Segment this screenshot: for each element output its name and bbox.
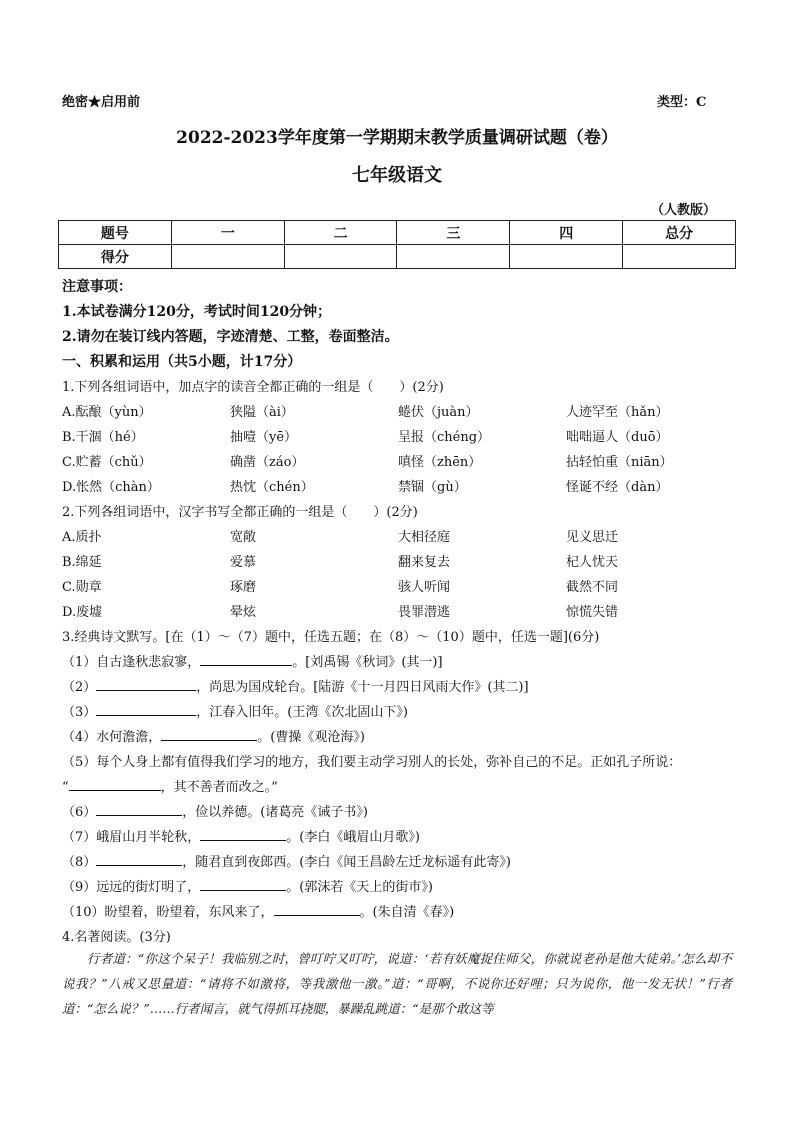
option-b-word-3: 翻来复去 bbox=[398, 555, 451, 570]
recitation-source: 。(朱自清《春》) bbox=[359, 905, 455, 920]
option-b-word-1: B.干涸（hé） bbox=[62, 430, 144, 445]
score-table-cell: 四 bbox=[510, 221, 623, 245]
recitation-source: ，其不善者而改之。” bbox=[160, 780, 278, 795]
recitation-prompt: （5）每个人身上都有值得我们学习的地方，我们要主动学习别人的长处，弥补自己的不足。正如孔子所说： bbox=[62, 755, 682, 770]
option-c-word-4: 截然不同 bbox=[566, 580, 619, 595]
recitation-item bbox=[62, 851, 511, 870]
recitation-source: 。(郭沫若《天上的街市》) bbox=[286, 880, 433, 895]
score-table-cell: 二 bbox=[284, 221, 397, 245]
section-heading: 一、积累和运用（共5小题，计17分） bbox=[62, 354, 302, 370]
option-b-word-4: 咄咄逼人（duō） bbox=[566, 430, 669, 445]
recitation-prompt: （9）远远的街灯明了， bbox=[62, 880, 201, 895]
score-table-cell: 总分 bbox=[623, 221, 736, 245]
question-stem: 2.下列各组词语中，汉字书写全都正确的一组是（ ）(2分) bbox=[62, 505, 418, 520]
option-c-word-1: C.贮蓄（chǔ） bbox=[62, 455, 152, 470]
recitation-prompt: “ bbox=[62, 780, 69, 795]
recitation-prompt: （8） bbox=[62, 855, 97, 870]
option-d-word-1: D.怅然（chàn） bbox=[62, 480, 160, 495]
score-table bbox=[58, 220, 736, 269]
recitation-source: ，江春入旧年。(王湾《次北固山下》) bbox=[196, 705, 408, 720]
edition-label: （人教版） bbox=[651, 203, 717, 218]
recitation-source: ，俭以养德。(诸葛亮《诫子书》) bbox=[182, 805, 368, 820]
recitation-item bbox=[62, 751, 681, 770]
option-b-word-2: 抽噎（yē） bbox=[230, 430, 298, 445]
score-input-cell[interactable] bbox=[397, 245, 510, 269]
score-table-cell: 题号 bbox=[59, 221, 172, 245]
option-c-word-4: 拈轻怕重（niān） bbox=[566, 455, 673, 470]
recitation-source: ，随君直到夜郎西。(李白《闻王昌龄左迁龙标遥有此寄》) bbox=[182, 855, 511, 870]
confidential-label: 绝密★启用前 bbox=[62, 95, 141, 110]
recitation-item bbox=[62, 876, 433, 895]
option-a-word-2: 宽敞 bbox=[230, 530, 257, 545]
exam-subtitle: 七年级语文 bbox=[352, 165, 442, 186]
option-a-word-4: 见义思迁 bbox=[566, 530, 619, 545]
option-d-word-3: 禁锢（gù） bbox=[398, 480, 467, 495]
option-b-word-2: 爱慕 bbox=[230, 555, 257, 570]
option-b-word-3: 呈报（chéng） bbox=[398, 430, 491, 445]
recitation-source: ，尚思为国戍轮台。[陆游《十一月四日风雨大作》(其二)] bbox=[196, 680, 529, 695]
recitation-prompt: （10）盼望着，盼望着，东风来了， bbox=[62, 905, 274, 920]
score-table-header-row bbox=[59, 221, 736, 245]
score-input-cell[interactable] bbox=[623, 245, 736, 269]
option-a-word-3: 蜷伏（juàn） bbox=[398, 405, 479, 420]
recitation-prompt: （2） bbox=[62, 680, 97, 695]
option-a-word-1: A.酝酿（yùn） bbox=[62, 405, 152, 420]
score-table-cell: 一 bbox=[171, 221, 284, 245]
recitation-prompt: （4）水何澹澹， bbox=[62, 730, 162, 745]
recitation-item bbox=[62, 701, 408, 720]
option-a-word-3: 大相径庭 bbox=[398, 530, 451, 545]
recitation-source: 。(曹操《观沧海》) bbox=[257, 730, 365, 745]
answer-blank[interactable] bbox=[96, 702, 196, 716]
score-table-score-row bbox=[59, 245, 736, 269]
option-c-word-2: 确凿（záo） bbox=[230, 455, 305, 470]
option-c-word-3: 嗔怪（zhēn） bbox=[398, 455, 482, 470]
recitation-prompt: （1）自古逢秋悲寂寥， bbox=[62, 655, 201, 670]
answer-blank[interactable] bbox=[200, 877, 286, 891]
recitation-source: 。(李白《峨眉山月歌》) bbox=[286, 830, 420, 845]
option-a-word-1: A.质扑 bbox=[62, 530, 102, 545]
recitation-item bbox=[62, 676, 529, 695]
answer-blank[interactable] bbox=[161, 727, 257, 741]
score-input-cell[interactable] bbox=[510, 245, 623, 269]
option-d-word-2: 热忱（chén） bbox=[230, 480, 314, 495]
recitation-item bbox=[62, 901, 454, 920]
option-b-word-1: B.绵延 bbox=[62, 555, 102, 570]
score-input-cell[interactable] bbox=[171, 245, 284, 269]
exam-type-label: 类型：C bbox=[657, 95, 707, 110]
reading-passage: 行者道：“你这个呆子！我临别之时，曾叮咛又叮咛，说道：‘若有妖魔捉住师父，你就说老孙是他大徒弟。’怎么却不说我？”八戒又思量道：“请将不如激将，等我激他一激。”道：“哥啊，不说你还好哩；只为说你，他一发无状！”行者道：“怎么说？”……行者闻言，就气得抓耳挠腮，暴躁乱跳道：“是那个敢这等 bbox=[62, 951, 732, 1016]
option-d-word-1: D.废墟 bbox=[62, 605, 103, 620]
answer-blank[interactable] bbox=[96, 677, 196, 691]
answer-blank[interactable] bbox=[96, 852, 182, 866]
recitation-prompt: （7）峨眉山月半轮秋， bbox=[62, 830, 201, 845]
recitation-item bbox=[62, 801, 368, 820]
answer-blank[interactable] bbox=[69, 777, 161, 791]
question-stem: 1.下列各组词语中，加点字的读音全都正确的一组是（ ）(2分) bbox=[62, 380, 444, 395]
score-table-cell: 得分 bbox=[59, 245, 172, 269]
exam-title: 2022-2023学年度第一学期期末教学质量调研试题（卷） bbox=[176, 128, 618, 148]
recitation-item bbox=[62, 651, 443, 670]
score-table-cell: 三 bbox=[397, 221, 510, 245]
note-item: 2.请勿在装订线内答题，字迹清楚、工整，卷面整洁。 bbox=[62, 329, 399, 345]
recitation-source: 。[刘禹锡《秋词》(其一)] bbox=[292, 655, 443, 670]
option-b-word-4: 杞人忧天 bbox=[566, 555, 619, 570]
answer-blank[interactable] bbox=[200, 827, 286, 841]
option-d-word-2: 晕炫 bbox=[230, 605, 257, 620]
answer-blank[interactable] bbox=[200, 652, 292, 666]
answer-blank[interactable] bbox=[96, 802, 182, 816]
option-c-word-3: 骇人听闻 bbox=[398, 580, 451, 595]
option-c-word-2: 琢磨 bbox=[230, 580, 257, 595]
option-d-word-4: 怪诞不经（dàn） bbox=[566, 480, 669, 495]
option-c-word-1: C.勋章 bbox=[62, 580, 102, 595]
recitation-prompt: （6） bbox=[62, 805, 97, 820]
option-d-word-4: 惊慌失错 bbox=[566, 605, 619, 620]
recitation-item bbox=[62, 776, 278, 795]
option-d-word-3: 畏罪潜逃 bbox=[398, 605, 451, 620]
option-a-word-4: 人迹罕至（hǎn） bbox=[566, 405, 669, 420]
question-stem: 4.名著阅读。(3分) bbox=[62, 930, 171, 945]
answer-blank[interactable] bbox=[274, 902, 360, 916]
note-item: 1.本试卷满分120分，考试时间120分钟； bbox=[62, 304, 332, 320]
option-a-word-2: 狭隘（ài） bbox=[230, 405, 294, 420]
question-stem: 3.经典诗文默写。[在（1）～（7）题中，任选五题；在（8）～（10）题中，任选一题](6分) bbox=[62, 630, 600, 645]
recitation-prompt: （3） bbox=[62, 705, 97, 720]
recitation-item bbox=[62, 826, 420, 845]
score-input-cell[interactable] bbox=[284, 245, 397, 269]
notes-heading: 注意事项： bbox=[62, 279, 132, 295]
recitation-item bbox=[62, 726, 365, 745]
